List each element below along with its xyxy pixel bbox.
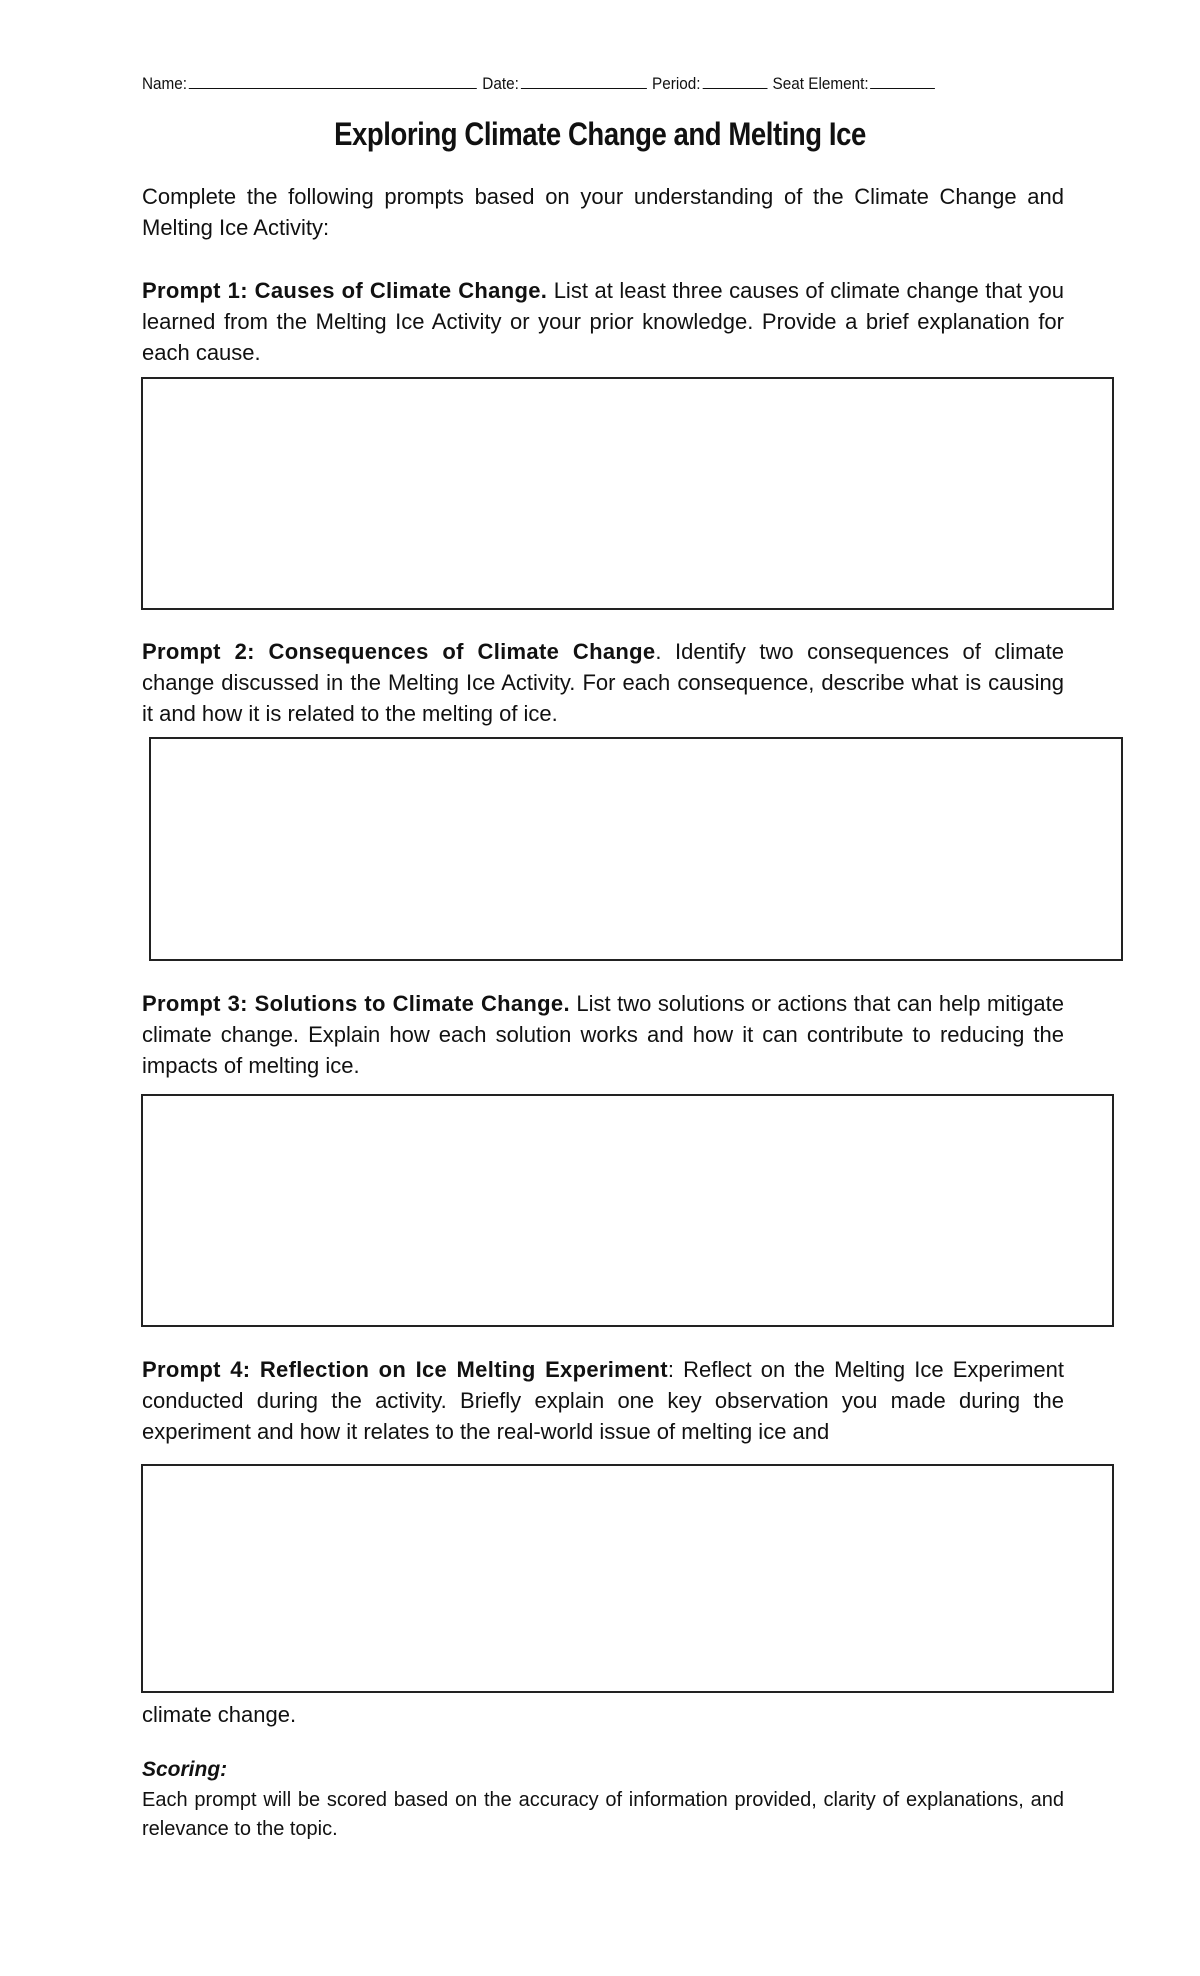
prompt-3-text: List two solutions or actions that can help mitigate climate change. Explain how each solution works and how it can contribute to reducing the impacts of melting ice. — [142, 991, 1064, 1078]
prompt-4-text: : Reflect on the Melting Ice Experiment conducted during the activity. Briefly explain one key observation you made during the experiment and how it relates to the real-world issue of melting ice and — [142, 1357, 1064, 1444]
prompt-1-answer-box[interactable] — [141, 377, 1114, 610]
period-label: Period: — [652, 74, 701, 93]
student-info-header — [142, 73, 988, 94]
prompt-4 — [142, 1354, 1064, 1447]
name-label: Name: — [142, 74, 188, 93]
seat-element-label: Seat Element: — [772, 74, 869, 93]
scoring-heading: Scoring: — [142, 1758, 228, 1781]
prompt-2 — [142, 636, 1064, 729]
date-blank[interactable] — [521, 73, 647, 89]
prompt-2-answer-box[interactable] — [149, 737, 1123, 961]
prompt-1-heading: Prompt 1: Causes of Climate Change. — [142, 278, 548, 303]
prompt-4-answer-box[interactable] — [141, 1464, 1114, 1693]
scoring-text: Each prompt will be scored based on the accuracy of information provided, clarity of explanations, and relevance to the topic. — [142, 1789, 1064, 1840]
prompt-3 — [142, 988, 1064, 1081]
prompt-3-heading: Prompt 3: Solutions to Climate Change. — [142, 991, 570, 1016]
prompt-2-text: . Identify two consequences of climate change discussed in the Melting Ice Activity. For each consequence, describe what is causing it and how it is related to the melting of ice. — [142, 639, 1064, 726]
seat-element-blank[interactable] — [870, 73, 935, 89]
prompt-1-text: List at least three causes of climate change that you learned from the Melting Ice Activity or your prior knowledge. Provide a brief explanation for each cause. — [142, 278, 1064, 365]
date-label: Date: — [482, 74, 519, 93]
page-title: Exploring Climate Change and Melting Ice — [334, 116, 866, 152]
prompt-3-answer-box[interactable] — [141, 1094, 1114, 1327]
prompt-2-heading: Prompt 2: Consequences of Climate Change — [142, 639, 656, 664]
intro-text: Complete the following prompts based on your understanding of the Climate Change and Melting Ice Activity: — [142, 184, 1064, 240]
prompt-1 — [142, 275, 1064, 368]
prompt-4-heading: Prompt 4: Reflection on Ice Melting Experiment — [142, 1357, 668, 1382]
period-blank[interactable] — [702, 73, 767, 89]
name-blank[interactable] — [189, 73, 477, 89]
prompt-4-tail-text: climate change. — [142, 1702, 297, 1727]
